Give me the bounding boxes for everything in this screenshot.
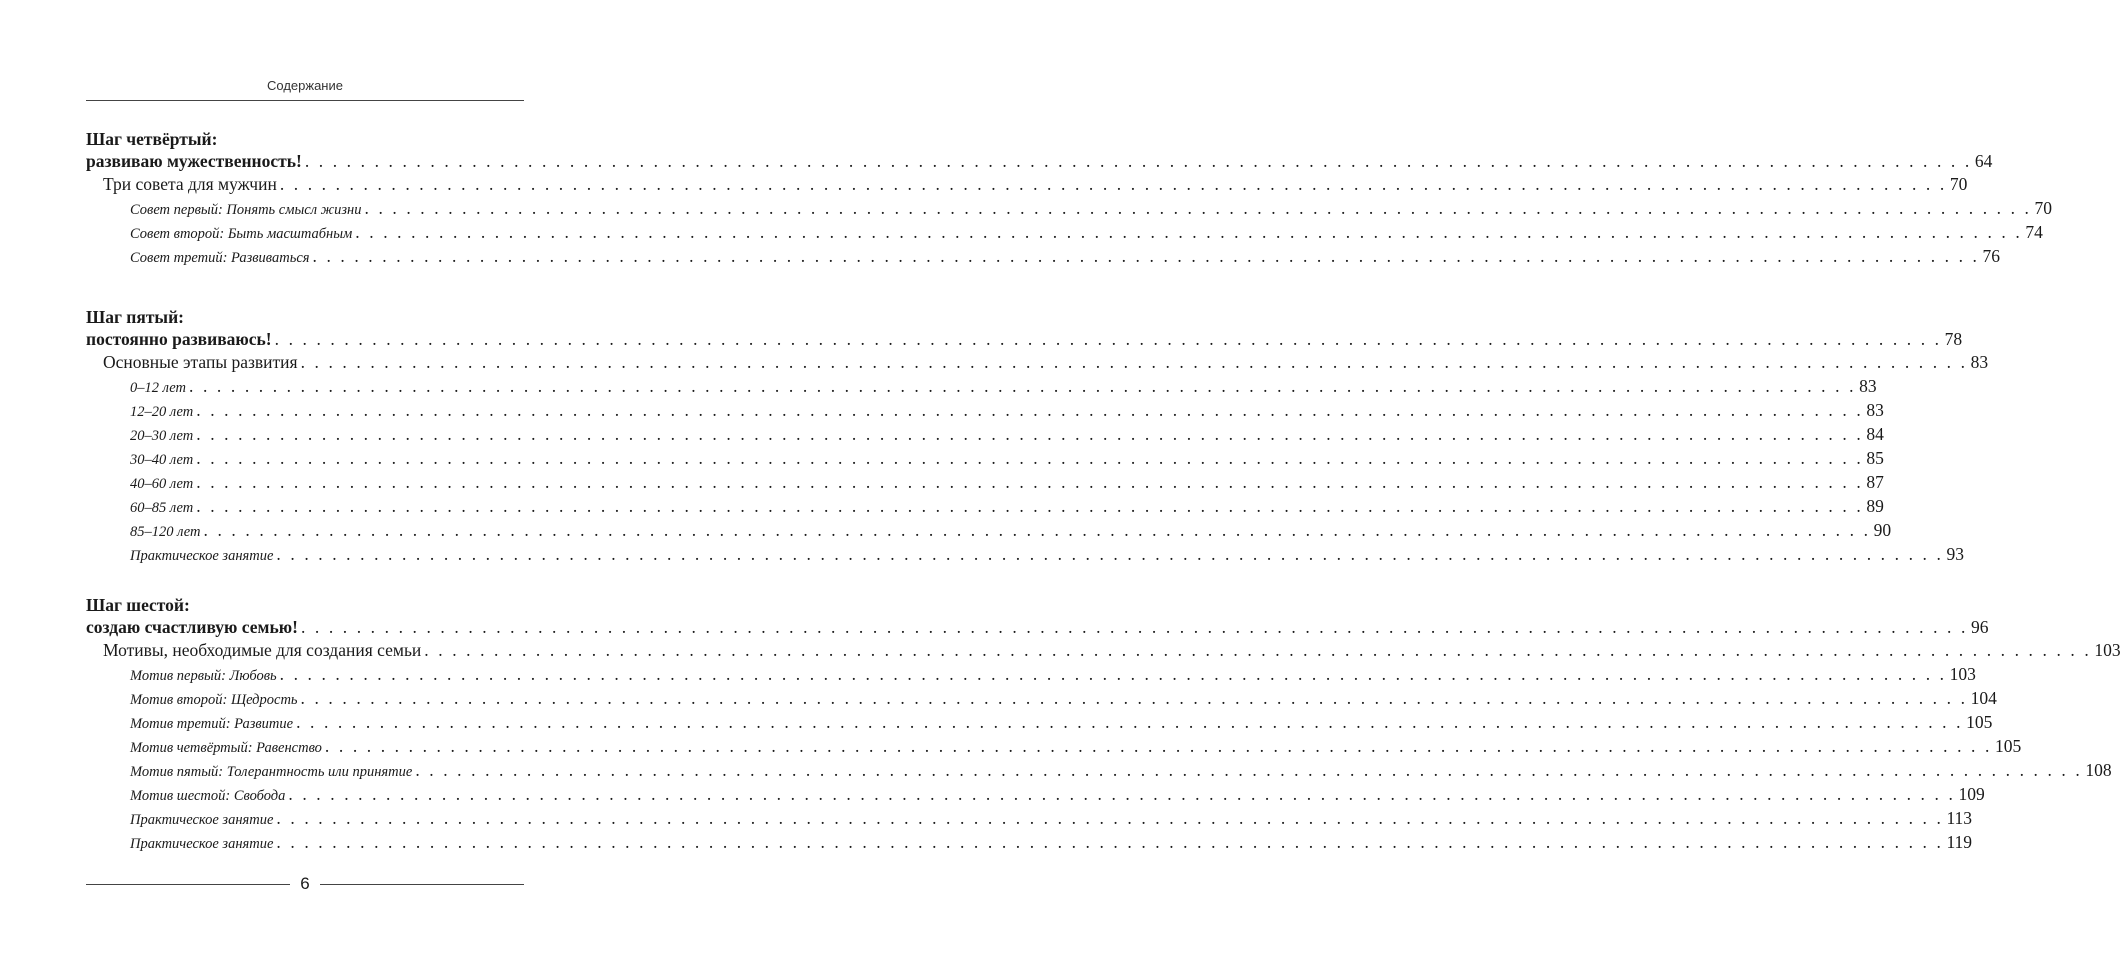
entry-page-number: 84 (1866, 424, 1884, 444)
leader-dots: . . . . . . . . . . . . . . . . . . . . . . . . . . . . . . . . . . . . . . . . . . . . . . . . . . . . . . . . . . . . . . . . . . . . . . . . . . . . . . . . . . . . . . . . . . . . . . . . . . . . . . . . . . . . . . . . . . . . . . . . (324, 736, 1992, 756)
leader-dots: . . . . . . . . . . . . . . . . . . . . . . . . . . . . . . . . . . . . . . . . . . . . . . . . . . . . . . . . . . . . . . . . . . . . . . . . . . . . . . . . . . . . . . . . . . . . . . . . . . . . . . . . . . . . . . . . . . . . . . . . (189, 376, 1857, 396)
toc-subentry[interactable] (86, 196, 2053, 220)
leader-dots: . . . . . . . . . . . . . . . . . . . . . . . . . . . . . . . . . . . . . . . . . . . . . . . . . . . . . . . . . . . . . . . . . . . . . . . . . . . . . . . . . . . . . . . . . . . . . . . . . . . . . . . . . . . . . . . . . . . . . . . . (196, 400, 1864, 420)
footer-rule-right (320, 884, 524, 885)
toc-subentry[interactable] (86, 446, 1884, 470)
entry-page-number: 108 (2085, 760, 2112, 780)
header-rule (86, 100, 524, 101)
leader-dots: . . . . . . . . . . . . . . . . . . . . . . . . . . . . . . . . . . . . . . . . . . . . . . . . . . . . . . . . . . . . . . . . . . . . . . . . . . . . . . . . . . . . . . . . . . . . . . . . . . . . . . . . . . . . . . . . . . . . . . . . (203, 520, 1871, 540)
entry-label: Мотив второй: Щедрость (130, 692, 298, 708)
toc-subentry[interactable] (86, 374, 1877, 398)
toc-subentry[interactable] (86, 244, 2001, 268)
entry-label: Совет первый: Понять смысл жизни (130, 202, 362, 218)
entry-label: 20–30 лет (130, 428, 194, 444)
entry-label: 60–85 лет (130, 500, 194, 516)
toc-section-5 (86, 306, 1989, 566)
entry-label: 85–120 лет (130, 524, 201, 540)
entry-label: Основные этапы развития (103, 352, 298, 372)
entry-page-number: 83 (1859, 376, 1877, 396)
entry-label: Практическое занятие (130, 548, 274, 564)
entry-page-number: 113 (1946, 808, 1973, 828)
toc-subentry[interactable] (86, 518, 1892, 542)
leader-dots: . . . . . . . . . . . . . . . . . . . . . . . . . . . . . . . . . . . . . . . . . . . . . . . . . . . . . . . . . . . . . . . . . . . . . . . . . . . . . . . . . . . . . . . . . . . . . . . . . . . . . . . . . . . . . . . . . . . . . . . . (279, 664, 1947, 684)
toc-chapter-entry[interactable] (86, 638, 2121, 662)
leader-dots: . . . . . . . . . . . . . . . . . . . . . . . . . . . . . . . . . . . . . . . . . . . . . . . . . . . . . . . . . . . . . . . . . . . . . . . . . . . . . . . . . . . . . . . . . . . . . . . . . . . . . . . . . . . . . . . . . . . . . . . . (276, 832, 1944, 852)
entry-label: Практическое занятие (130, 836, 274, 852)
leader-dots: . . . . . . . . . . . . . . . . . . . . . . . . . . . . . . . . . . . . . . . . . . . . . . . . . . . . . . . . . . . . . . . . . . . . . . . . . . . . . . . . . . . . . . . . . . . . . . . . . . . . . . . . . . . . . . . . . . . . . . . . (304, 151, 1972, 171)
leader-dots: . . . . . . . . . . . . . . . . . . . . . . . . . . . . . . . . . . . . . . . . . . . . . . . . . . . . . . . . . . . . . . . . . . . . . . . . . . . . . . . . . . . . . . . . . . . . . . . . . . . . . . . . . . . . . . . . . . . . . . . . (355, 222, 2023, 242)
entry-label: Мотив третий: Развитие (130, 716, 294, 732)
entry-label: Мотив пятый: Толерантность или принятие (130, 764, 413, 780)
toc-section-4 (86, 128, 2053, 268)
entry-page-number: 78 (1944, 329, 1963, 349)
leader-dots: . . . . . . . . . . . . . . . . . . . . . . . . . . . . . . . . . . . . . . . . . . . . . . . . . . . . . . . . . . . . . . . . . . . . . . . . . . . . . . . . . . . . . . . . . . . . . . . . . . . . . . . . . . . . . . . . . . . . . . . . (196, 424, 1864, 444)
entry-label: создаю счастливую семью! (86, 617, 298, 637)
leader-dots: . . . . . . . . . . . . . . . . . . . . . . . . . . . . . . . . . . . . . . . . . . . . . . . . . . . . . . . . . . . . . . . . . . . . . . . . . . . . . . . . . . . . . . . . . . . . . . . . . . . . . . . . . . . . . . . . . . . . . . . . (300, 688, 1968, 708)
entry-page-number: 93 (1946, 544, 1964, 564)
toc-subentry[interactable] (86, 734, 2022, 758)
entry-label: Практическое занятие (130, 812, 274, 828)
toc-subentry[interactable] (86, 494, 1884, 518)
entry-page-number: 90 (1873, 520, 1892, 540)
leader-dots: . . . . . . . . . . . . . . . . . . . . . . . . . . . . . . . . . . . . . . . . . . . . . . . . . . . . . . . . . . . . . . . . . . . . . . . . . . . . . . . . . . . . . . . . . . . . . . . . . . . . . . . . . . . . . . . . . . . . . . . . (415, 760, 2083, 780)
entry-page-number: 89 (1866, 496, 1884, 516)
entry-label: 0–12 лет (130, 380, 187, 396)
entry-page-number: 83 (1866, 400, 1884, 420)
entry-page-number: 96 (1970, 617, 1989, 637)
leader-dots: . . . . . . . . . . . . . . . . . . . . . . . . . . . . . . . . . . . . . . . . . . . . . . . . . . . . . . . . . . . . . . . . . . . . . . . . . . . . . . . . . . . . . . . . . . . . . . . . . . . . . . . . . . . . . . . . . . . . . . . . (274, 329, 1942, 349)
section-title-line1: Шаг четвёртый: (86, 129, 218, 149)
entry-page-number: 83 (1970, 352, 1989, 372)
toc-subentry[interactable] (86, 782, 1985, 806)
entry-label: 12–20 лет (130, 404, 194, 420)
entry-label: Мотив четвёртый: Равенство (130, 740, 322, 756)
page-footer (86, 874, 524, 894)
leader-dots: . . . . . . . . . . . . . . . . . . . . . . . . . . . . . . . . . . . . . . . . . . . . . . . . . . . . . . . . . . . . . . . . . . . . . . . . . . . . . . . . . . . . . . . . . . . . . . . . . . . . . . . . . . . . . . . . . . . . . . . . (276, 544, 1944, 564)
leader-dots: . . . . . . . . . . . . . . . . . . . . . . . . . . . . . . . . . . . . . . . . . . . . . . . . . . . . . . . . . . . . . . . . . . . . . . . . . . . . . . . . . . . . . . . . . . . . . . . . . . . . . . . . . . . . . . . . . . . . . . . . (296, 712, 1964, 732)
toc-subentry[interactable] (86, 470, 1884, 494)
leader-dots: . . . . . . . . . . . . . . . . . . . . . . . . . . . . . . . . . . . . . . . . . . . . . . . . . . . . . . . . . . . . . . . . . . . . . . . . . . . . . . . . . . . . . . . . . . . . . . . . . . . . . . . . . . . . . . . . . . . . . . . . (196, 472, 1864, 492)
entry-label: постоянно развиваюсь! (86, 329, 272, 349)
entry-page-number: 119 (1946, 832, 1973, 852)
toc-subentry[interactable] (86, 662, 1976, 686)
toc-subentry[interactable] (86, 398, 1884, 422)
toc-subentry[interactable] (86, 422, 1884, 446)
section-title-line1: Шаг пятый: (86, 307, 185, 327)
leader-dots: . . . . . . . . . . . . . . . . . . . . . . . . . . . . . . . . . . . . . . . . . . . . . . . . . . . . . . . . . . . . . . . . . . . . . . . . . . . . . . . . . . . . . . . . . . . . . . . . . . . . . . . . . . . . . . . . . . . . . . . . (276, 808, 1944, 828)
toc-section-6 (86, 594, 2121, 854)
toc-chapter-entry[interactable] (86, 350, 1989, 374)
entry-page-number: 104 (1970, 688, 1997, 708)
toc-subentry[interactable] (86, 710, 1993, 734)
entry-label: Мотив первый: Любовь (130, 668, 277, 684)
entry-page-number: 85 (1866, 448, 1884, 468)
leader-dots: . . . . . . . . . . . . . . . . . . . . . . . . . . . . . . . . . . . . . . . . . . . . . . . . . . . . . . . . . . . . . . . . . . . . . . . . . . . . . . . . . . . . . . . . . . . . . . . . . . . . . . . . . . . . . . . . . . . . . . . . (288, 784, 1956, 804)
entry-label: Совет третий: Развиваться (130, 250, 310, 266)
entry-page-number: 64 (1974, 151, 1993, 171)
page-number: 6 (300, 874, 310, 893)
leader-dots: . . . . . . . . . . . . . . . . . . . . . . . . . . . . . . . . . . . . . . . . . . . . . . . . . . . . . . . . . . . . . . . . . . . . . . . . . . . . . . . . . . . . . . . . . . . . . . . . . . . . . . . . . . . . . . . . . . . . . . . . (364, 198, 2032, 218)
leader-dots: . . . . . . . . . . . . . . . . . . . . . . . . . . . . . . . . . . . . . . . . . . . . . . . . . . . . . . . . . . . . . . . . . . . . . . . . . . . . . . . . . . . . . . . . . . . . . . . . . . . . . . . . . . . . . . . . . . . . . . . . (279, 174, 1947, 194)
entry-label: Три совета для мужчин (103, 174, 277, 194)
toc-subentry[interactable] (86, 830, 1973, 854)
leader-dots: . . . . . . . . . . . . . . . . . . . . . . . . . . . . . . . . . . . . . . . . . . . . . . . . . . . . . . . . . . . . . . . . . . . . . . . . . . . . . . . . . . . . . . . . . . . . . . . . . . . . . . . . . . . . . . . . . . . . . . . . (312, 246, 1980, 266)
toc-subentry[interactable] (86, 758, 2112, 782)
entry-page-number: 76 (1982, 246, 2001, 266)
entry-page-number: 105 (1966, 712, 1993, 732)
entry-page-number: 70 (2034, 198, 2053, 218)
leader-dots: . . . . . . . . . . . . . . . . . . . . . . . . . . . . . . . . . . . . . . . . . . . . . . . . . . . . . . . . . . . . . . . . . . . . . . . . . . . . . . . . . . . . . . . . . . . . . . . . . . . . . . . . . . . . . . . . . . . . . . . . (300, 617, 1968, 637)
entry-label: Совет второй: Быть масштабным (130, 226, 353, 242)
leader-dots: . . . . . . . . . . . . . . . . . . . . . . . . . . . . . . . . . . . . . . . . . . . . . . . . . . . . . . . . . . . . . . . . . . . . . . . . . . . . . . . . . . . . . . . . . . . . . . . . . . . . . . . . . . . . . . . . . . . . . . . . (196, 448, 1864, 468)
toc-subentry[interactable] (86, 220, 2043, 244)
toc-subentry[interactable] (86, 806, 1973, 830)
entry-page-number: 87 (1866, 472, 1884, 492)
entry-page-number: 109 (1958, 784, 1985, 804)
toc-subentry[interactable] (86, 542, 1964, 566)
entry-page-number: 103 (2094, 640, 2121, 660)
leader-dots: . . . . . . . . . . . . . . . . . . . . . . . . . . . . . . . . . . . . . . . . . . . . . . . . . . . . . . . . . . . . . . . . . . . . . . . . . . . . . . . . . . . . . . . . . . . . . . . . . . . . . . . . . . . . . . . . . . . . . . . . (196, 496, 1864, 516)
toc-chapter-entry[interactable] (86, 172, 1968, 196)
toc-subentry[interactable] (86, 686, 1997, 710)
entry-page-number: 105 (1994, 736, 2022, 756)
section-title-entry[interactable] (86, 616, 1989, 638)
leader-dots: . . . . . . . . . . . . . . . . . . . . . . . . . . . . . . . . . . . . . . . . . . . . . . . . . . . . . . . . . . . . . . . . . . . . . . . . . . . . . . . . . . . . . . . . . . . . . . . . . . . . . . . . . . . . . . . . . . . . . . . . (424, 640, 2092, 660)
running-head: Содержание (267, 78, 343, 93)
entry-label: развиваю мужественность! (86, 151, 302, 171)
section-title-entry[interactable] (86, 150, 1993, 172)
section-title-entry[interactable] (86, 328, 1963, 350)
section-title-line1: Шаг шестой: (86, 595, 190, 615)
entry-page-number: 70 (1949, 174, 1968, 194)
entry-page-number: 74 (2025, 222, 2043, 242)
entry-label: 40–60 лет (130, 476, 194, 492)
entry-label: Мотив шестой: Свобода (130, 788, 286, 804)
entry-label: 30–40 лет (130, 452, 194, 468)
leader-dots: . . . . . . . . . . . . . . . . . . . . . . . . . . . . . . . . . . . . . . . . . . . . . . . . . . . . . . . . . . . . . . . . . . . . . . . . . . . . . . . . . . . . . . . . . . . . . . . . . . . . . . . . . . . . . . . . . . . . . . . . (300, 352, 1968, 372)
footer-rule-left (86, 884, 290, 885)
entry-label: Мотивы, необходимые для создания семьи (103, 640, 422, 660)
entry-page-number: 103 (1949, 664, 1976, 684)
